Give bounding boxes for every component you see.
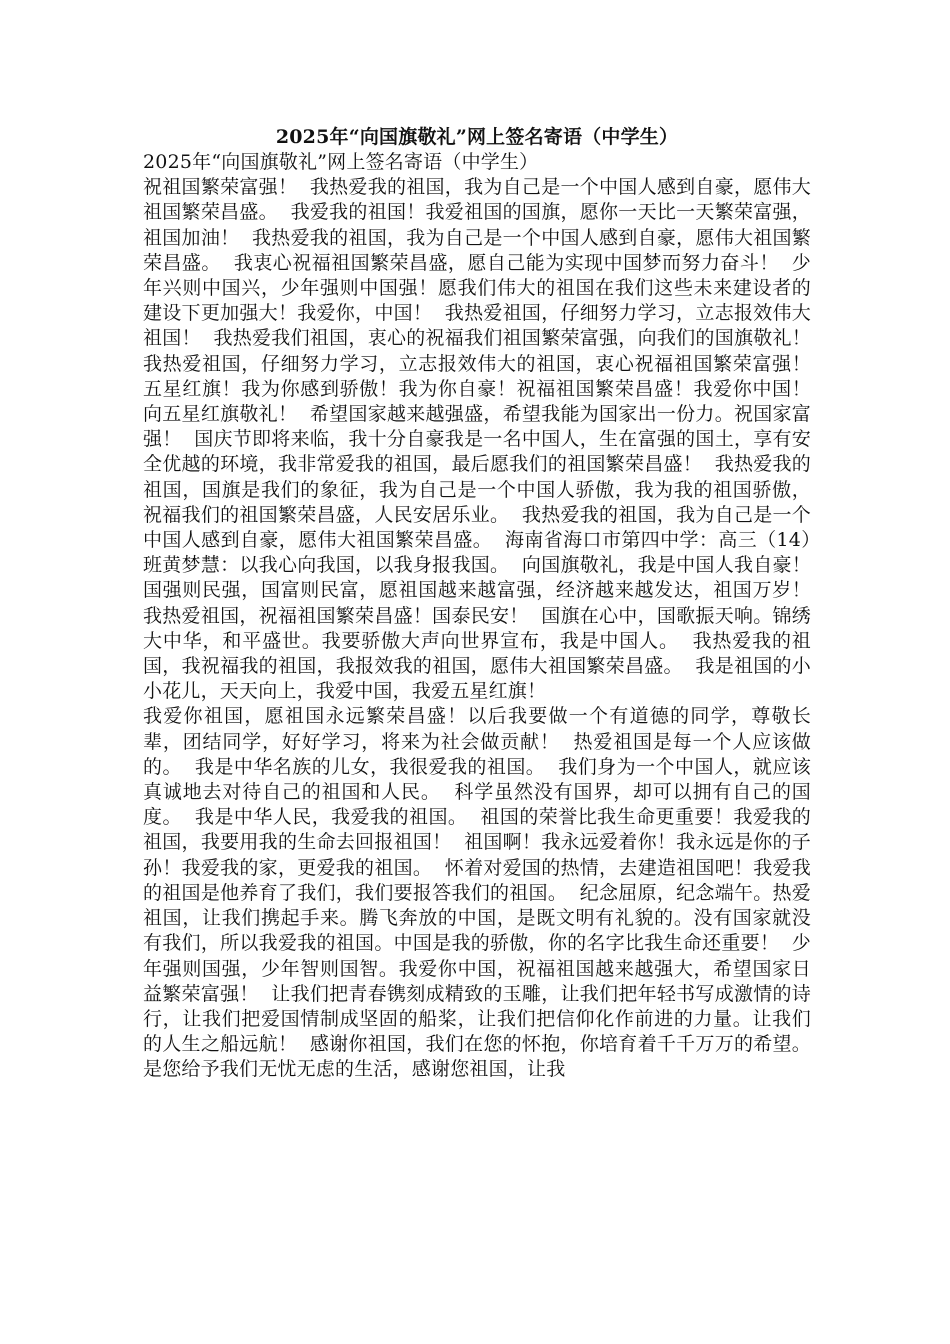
paragraph-2: 我爱你祖国，愿祖国永远繁荣昌盛！以后我要做一个有道德的同学，尊敬长辈，团结同学，好好学习，将来为社会做贡献！ 热爱祖国是每一个人应该做的。 我是中华名族的儿女，我很爱我的祖国。 我们身为一个中国人，就应该真诚地去对待自己的祖国和人民。 科学虽然没有国界，却可以拥有自己的国度。 我是中华人民，我爱我的祖国。 祖国的荣誉比我生命更重要！我爱我的祖国，我要用我的生命去回报祖国！ 祖国啊！我永远爱着你！我永远是你的子孙！我爱我的家，更爱我的祖国。 怀着对爱国的热情，去建造祖国吧！我爱我的祖国是他养育了我们，我们要报答我们的祖国。 纪念屈原，纪念端午。热爱祖国，让我们携起手来。腾飞奔放的中国，是既文明有礼貌的。没有国家就没有我们，所以我爱我的祖国。中国是我的骄傲，你的名字比我生命还重要！ 少年强则国强，少年智则国智。我爱你中国，祝福祖国越来越强大，希望国家日益繁荣富强！ 让我们把青春镌刻成精致的玉雕，让我们把年轻书写成激情的诗行，让我们把爱国情制成坚固的船桨，让我们把信仰化作前进的力量。让我们的人生之船远航！ 感谢你祖国，我们在您的怀抱，你培育着千千万万的希望。是您给予我们无忧无虑的生活，感谢您祖国，让我 <box>143 705 811 1081</box>
document-subtitle: 2025年“向国旗敬礼”网上签名寄语（中学生） <box>143 151 539 173</box>
paragraph-1: 祝祖国繁荣富强！ 我热爱我的祖国，我为自己是一个中国人感到自豪，愿伟大祖国繁荣昌盛。 我爱我的祖国！我爱祖国的国旗，愿你一天比一天繁荣富强，祖国加油！ 我热爱我的祖国，我为自己是一个中国人感到自豪，愿伟大祖国繁荣昌盛。 我衷心祝福祖国繁荣昌盛，愿自己能为实现中国梦而努力奋斗！ 少年兴则中国兴，少年强则中国强！愿我们伟大的祖国在我们这些未来建设者的建设下更加强大！我爱你，中国！ 我热爱祖国，仔细努力学习，立志报效伟大祖国！ 我热爱我们祖国，衷心的祝福我们祖国繁荣富强，向我们的国旗敬礼！ 我热爱祖国，仔细努力学习，立志报效伟大的祖国，衷心祝福祖国繁荣富强！ 五星红旗！我为你感到骄傲！我为你自豪！祝福祖国繁荣昌盛！我爱你中国！向五星红旗敬礼！ 希望国家越来越强盛，希望我能为国家出一份力。祝国家富强！ 国庆节即将来临，我十分自豪我是一名中国人，生在富强的国土，享有安全优越的环境，我非常爱我的祖国，最后愿我们的祖国繁荣昌盛！ 我热爱我的祖国，国旗是我们的象征，我为自己是一个中国人骄傲，我为我的祖国骄傲，祝福我们的祖国繁荣昌盛，人民安居乐业。 我热爱我的祖国，我为自己是一个中国人感到自豪，愿伟大祖国繁荣昌盛。 海南省海口市第四中学：高三（14）班黄梦慧：以我心向我国，以我身报我国。 向国旗敬礼，我是中国人我自豪！ 国强则民强，国富则民富，愿祖国越来越富强，经济越来越发达，祖国万岁！ 我热爱祖国，祝福祖国繁荣昌盛！国泰民安！ 国旗在心中，国歌振天响。锦绣大中华，和平盛世。我要骄傲大声向世界宣布，我是中国人。 我热爱我的祖国，我祝福我的祖国，我报效我的祖国，愿伟大祖国繁荣昌盛。 我是祖国的小小花儿，天天向上，我爱中国，我爱五星红旗！ <box>143 176 843 703</box>
document-body <box>143 124 843 1083</box>
document-title: 2025年“向国旗敬礼”网上签名寄语（中学生） <box>275 126 679 148</box>
